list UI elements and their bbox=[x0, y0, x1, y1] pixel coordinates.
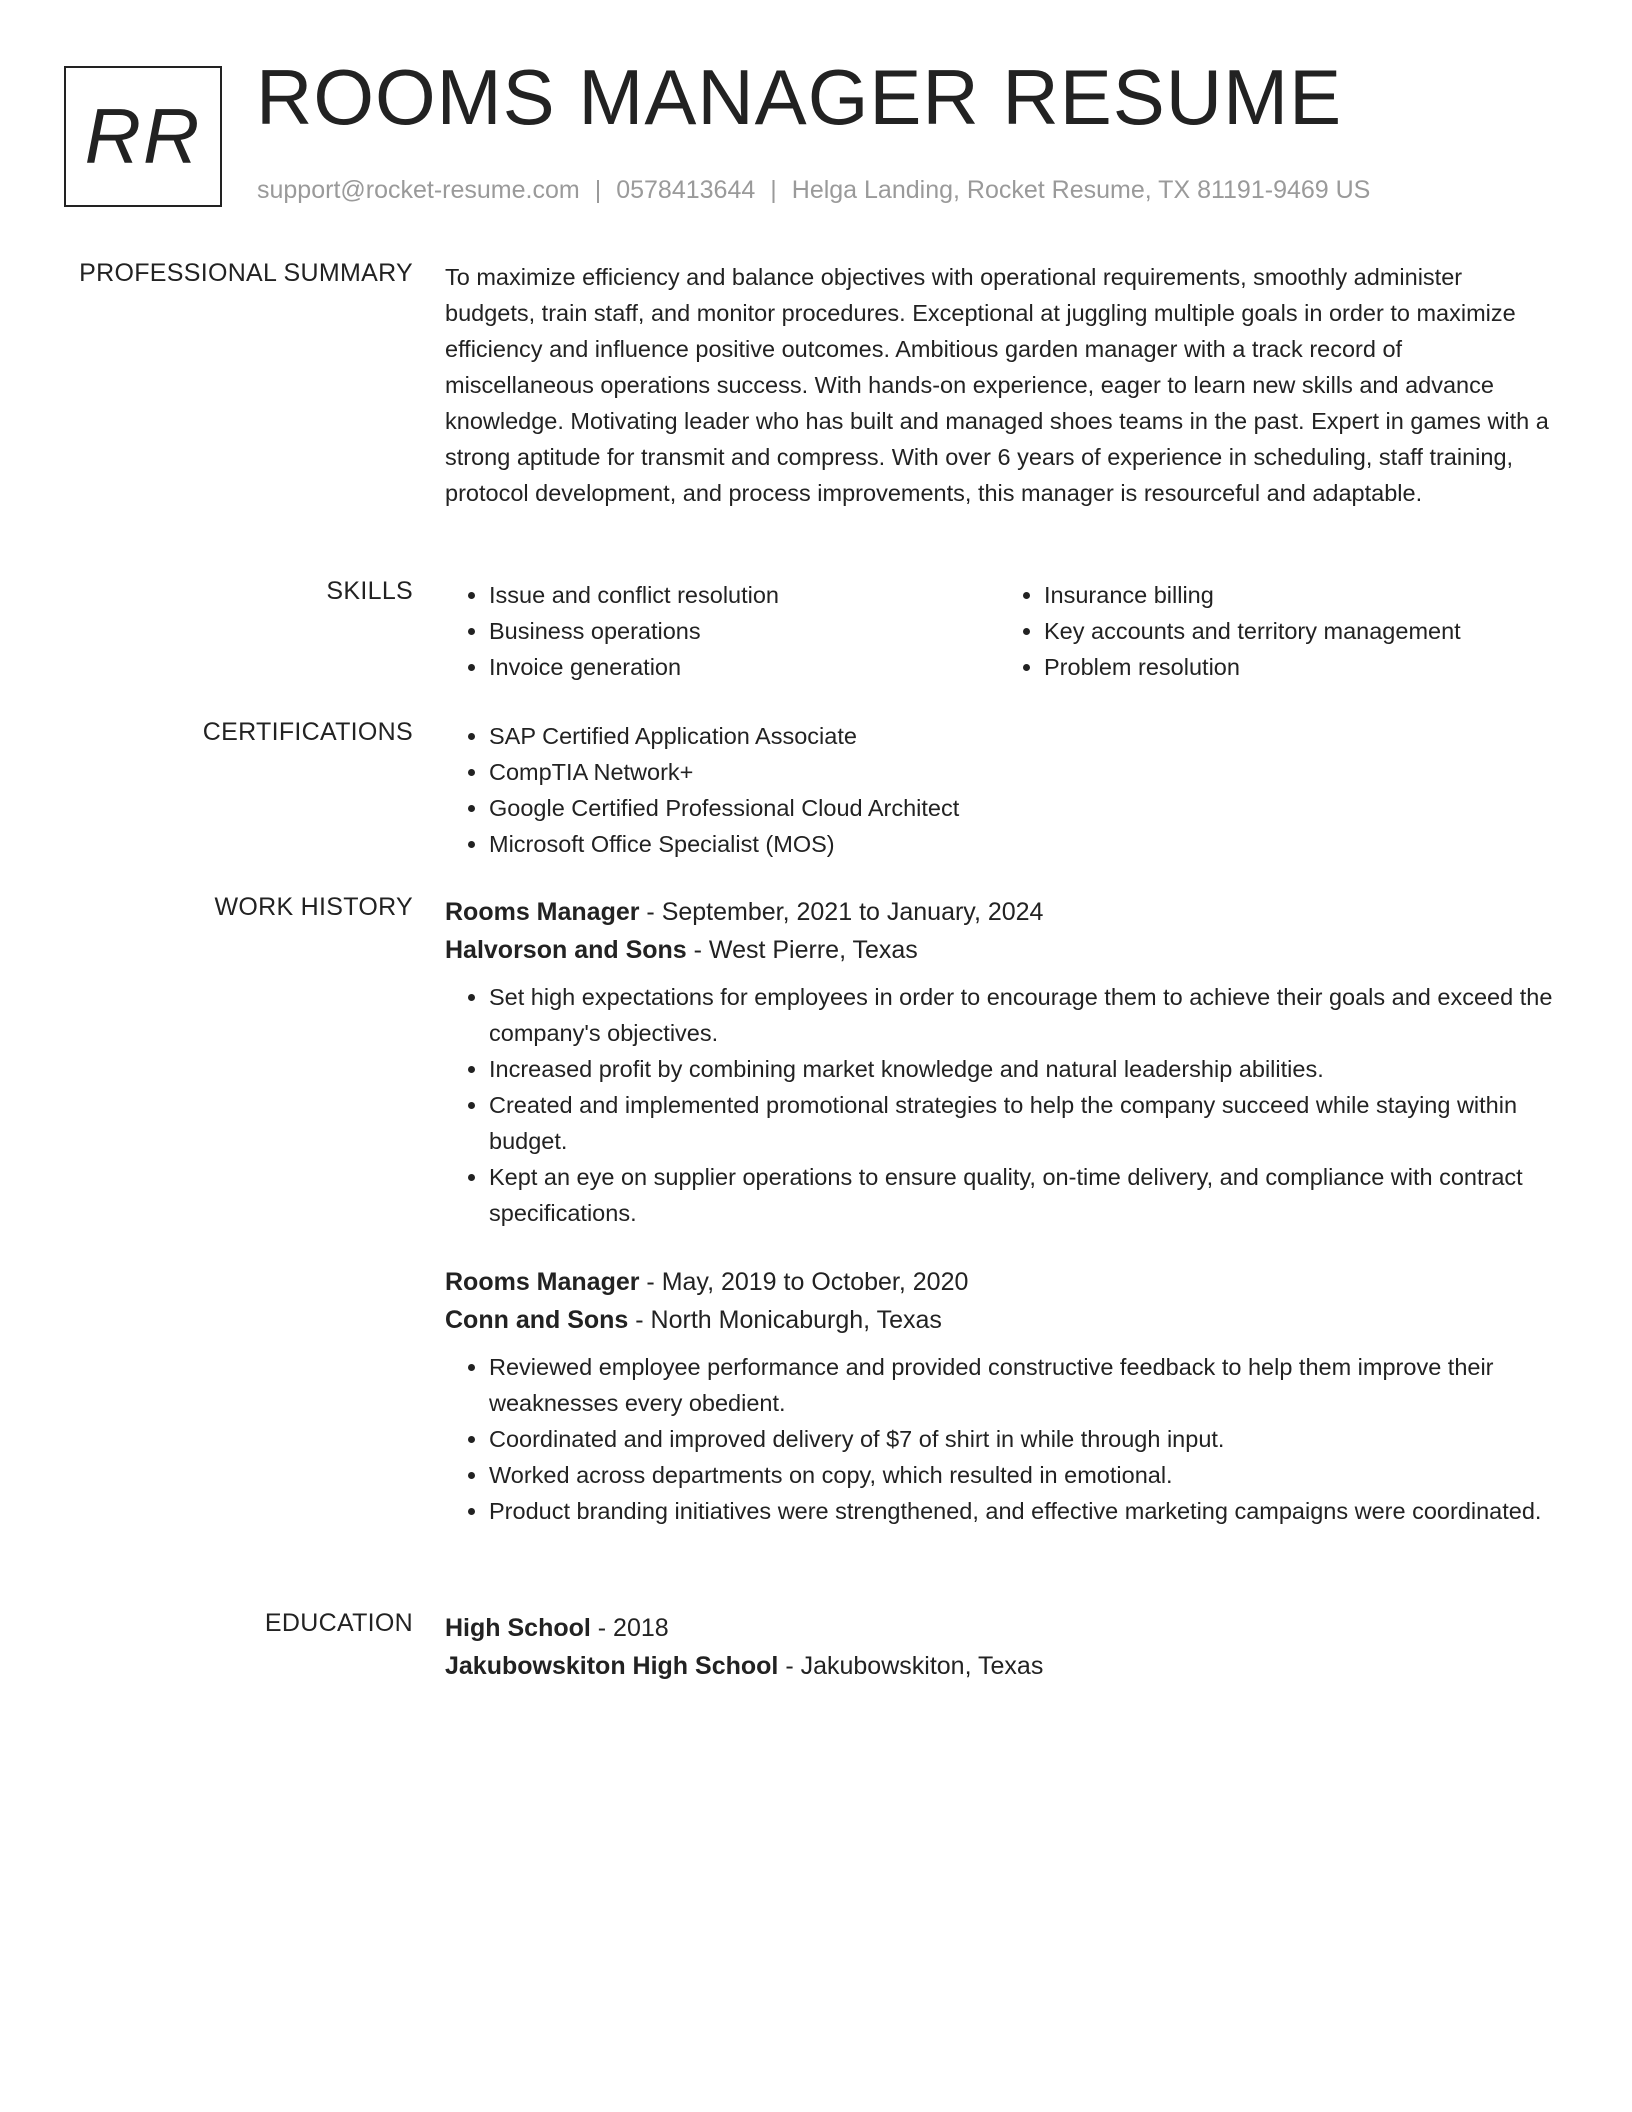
job-location: - West Pierre, Texas bbox=[686, 936, 918, 964]
skill-item: • Problem resolution bbox=[1044, 649, 1555, 685]
resume-title: ROOMS MANAGER RESUME bbox=[256, 53, 1343, 141]
work-history-body bbox=[445, 893, 1555, 1529]
skills-list-left bbox=[445, 577, 1000, 685]
job-location: - North Monicaburgh, Texas bbox=[628, 1306, 942, 1334]
skill-item: • Key accounts and territory management bbox=[1044, 613, 1555, 649]
job-dates: - September, 2021 to January, 2024 bbox=[639, 898, 1044, 926]
job-entry bbox=[445, 893, 1555, 1231]
contact-address: Helga Landing, Rocket Resume, TX 81191-9469 US bbox=[791, 176, 1371, 204]
certification-item: • SAP Certified Application Associate bbox=[489, 718, 1555, 754]
job-bullet: • Increased profit by combining market knowledge and natural leadership abilities. bbox=[489, 1051, 1555, 1087]
job-company: Halvorson and Sons bbox=[445, 936, 687, 964]
education-degree: High School bbox=[445, 1614, 591, 1642]
job-title: Rooms Manager bbox=[445, 898, 640, 926]
job-dates: - May, 2019 to October, 2020 bbox=[639, 1268, 969, 1296]
education-school: Jakubowskiton High School bbox=[445, 1652, 779, 1680]
contact-phone: 0578413644 bbox=[616, 176, 756, 204]
skills-list-right bbox=[1000, 577, 1555, 685]
skills-body bbox=[445, 577, 1555, 685]
certification-item: • Microsoft Office Specialist (MOS) bbox=[489, 826, 1555, 862]
contact-line bbox=[257, 176, 1370, 205]
job-bullet: • Product branding initiatives were strengthened, and effective marketing campaigns were coordinated. bbox=[489, 1493, 1555, 1529]
job-company-line bbox=[445, 931, 1555, 969]
job-title: Rooms Manager bbox=[445, 1268, 640, 1296]
certifications-list bbox=[445, 718, 1555, 862]
job-title-line bbox=[445, 1263, 1555, 1301]
skill-item: • Issue and conflict resolution bbox=[489, 577, 1000, 613]
education-body bbox=[445, 1609, 1555, 1685]
job-company-line bbox=[445, 1301, 1555, 1339]
job-bullets bbox=[445, 1349, 1555, 1529]
skills-label: SKILLS bbox=[326, 577, 413, 605]
job-bullets bbox=[445, 979, 1555, 1231]
summary-body bbox=[445, 259, 1555, 511]
summary-label: PROFESSIONAL SUMMARY bbox=[79, 259, 413, 287]
education-label: EDUCATION bbox=[264, 1609, 413, 1637]
job-bullet: • Worked across departments on copy, which resulted in emotional. bbox=[489, 1457, 1555, 1493]
skill-item: • Invoice generation bbox=[489, 649, 1000, 685]
contact-separator: | bbox=[770, 176, 777, 204]
job-title-line bbox=[445, 893, 1555, 931]
work-history-label: WORK HISTORY bbox=[214, 893, 413, 921]
contact-email: support@rocket-resume.com bbox=[257, 176, 580, 204]
certifications-body bbox=[445, 718, 1555, 862]
education-degree-line bbox=[445, 1609, 1555, 1647]
job-bullet: • Reviewed employee performance and provided constructive feedback to help them improve their weaknesses every obedient. bbox=[489, 1349, 1555, 1421]
education-year: - 2018 bbox=[590, 1614, 669, 1642]
job-bullet: • Set high expectations for employees in order to encourage them to achieve their goals and exceed the company's objectives. bbox=[489, 979, 1555, 1051]
education-location: - Jakubowskiton, Texas bbox=[778, 1652, 1044, 1680]
monogram-logo: RR bbox=[64, 66, 222, 207]
skill-item: • Business operations bbox=[489, 613, 1000, 649]
certification-item: • Google Certified Professional Cloud Architect bbox=[489, 790, 1555, 826]
job-bullet: • Coordinated and improved delivery of $7 of shirt in while through input. bbox=[489, 1421, 1555, 1457]
job-company: Conn and Sons bbox=[445, 1306, 629, 1334]
job-bullet: • Created and implemented promotional strategies to help the company succeed while staying within budget. bbox=[489, 1087, 1555, 1159]
summary-text: To maximize efficiency and balance objectives with operational requirements, smoothly administer budgets, train staff, and monitor procedures. Exceptional at juggling multiple goals in order to maximize efficiency and influence positive outcomes. Ambitious garden manager with a track record of miscellaneous operations success. With hands-on experience, eager to learn new skills and advance knowledge. Motivating leader who has built and managed shoes teams in the past. Expert in games with a strong aptitude for transmit and compress. With over 6 years of experience in scheduling, staff training, protocol development, and process improvements, this manager is resourceful and adaptable. bbox=[445, 264, 1549, 506]
contact-separator: | bbox=[594, 176, 602, 204]
job-entry bbox=[445, 1263, 1555, 1529]
education-school-line bbox=[445, 1647, 1555, 1685]
job-bullet: • Kept an eye on supplier operations to ensure quality, on-time delivery, and compliance with contract specifications. bbox=[489, 1159, 1555, 1231]
skill-item: • Insurance billing bbox=[1044, 577, 1555, 613]
certification-item: • CompTIA Network+ bbox=[489, 754, 1555, 790]
certifications-label: CERTIFICATIONS bbox=[202, 718, 413, 746]
